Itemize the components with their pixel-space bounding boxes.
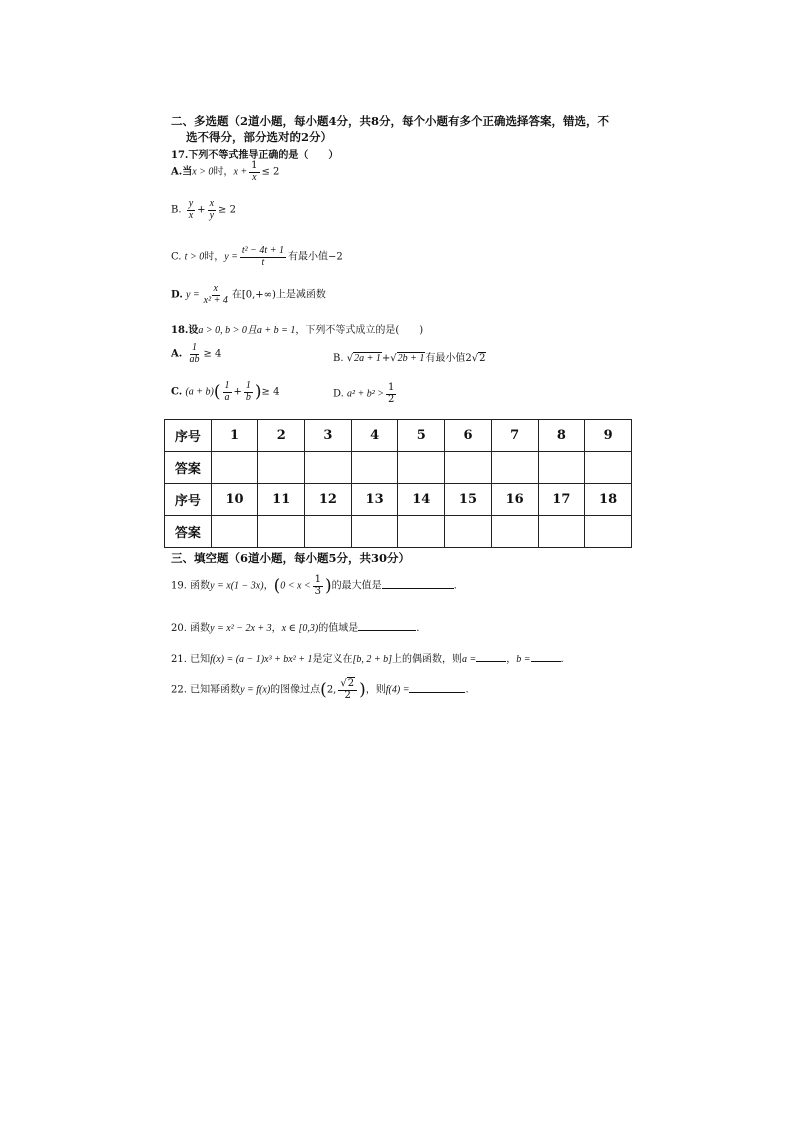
q17-a-prefix: A.当 [171, 166, 193, 178]
q18-c-rhs: ≥ 4 [261, 386, 280, 398]
table-cell-number: 8 [538, 420, 585, 452]
table-cell-number: 7 [491, 420, 538, 452]
q19-func: y = x(1 − 3x) [210, 580, 264, 592]
q18-c-prefix: C. [171, 386, 183, 398]
answer-cell[interactable] [538, 452, 585, 484]
answer-cell[interactable] [445, 516, 492, 548]
table-cell-number: 13 [351, 484, 398, 516]
table-row-answers-2 [165, 516, 632, 548]
q20-end: . [416, 623, 420, 634]
q17-a-num: 1 [251, 160, 258, 171]
q17-d-prefix: D. [171, 289, 183, 301]
q18-c-num1: 1 [224, 380, 230, 391]
q21-sep: ， [506, 654, 517, 665]
q22-c: ，则 [365, 684, 386, 696]
table-cell-number: 15 [445, 484, 492, 516]
q18-stem-b: ，下列不等式成立的是( ) [295, 325, 424, 336]
q21-a: 21. 已知 [171, 654, 211, 665]
table-cell-number: 12 [305, 484, 352, 516]
table-cell-number: 16 [491, 484, 538, 516]
q18-c-num2: 1 [245, 380, 251, 391]
q17-b-prefix: B. [171, 204, 182, 216]
q17-c-sep: 时， [204, 251, 225, 263]
q21-end: . [560, 654, 564, 665]
q21 [171, 650, 564, 665]
q17-d-interval: [0,+∞) [241, 289, 276, 301]
q19-b: 的最大值是 [331, 580, 382, 592]
row-label-number: 序号 [165, 420, 212, 452]
q18-b-val: 2 [465, 353, 472, 364]
q22-b: 的图像过点 [270, 684, 321, 696]
answer-cell[interactable] [398, 452, 445, 484]
table-cell-number: 17 [538, 484, 585, 516]
q22-func: y = f(x) [240, 684, 271, 696]
answer-cell[interactable] [351, 516, 398, 548]
answer-cell[interactable] [258, 516, 305, 548]
section2-title: 二、多选题（2道小题，每小题4分，共8分，每个小题有多个正确选择答案，错选，不 [171, 114, 610, 128]
q17-d-in: 在 [231, 289, 242, 301]
q17-a-sep: 时， [213, 166, 234, 178]
q17-a-lhs: x + [233, 166, 248, 178]
q19-answer-blank[interactable] [382, 588, 454, 589]
answer-cell[interactable] [585, 516, 632, 548]
table-cell-number: 5 [398, 420, 445, 452]
q18-b-prefix: B. [333, 353, 344, 364]
q18-stem-a: 18.设 [171, 325, 199, 336]
q21-answer-a-blank[interactable] [476, 661, 506, 662]
answer-cell[interactable] [211, 452, 258, 484]
q19-num: 1 [314, 574, 322, 585]
q17-d-tail: 上是减函数 [275, 289, 326, 301]
q17-a-rhs: ≤ 2 [261, 166, 280, 178]
q18-d-den: 2 [388, 393, 395, 405]
q20 [171, 619, 419, 634]
answer-table [164, 419, 632, 548]
q19-sep: ， [263, 580, 274, 592]
q22: 22. 已知幂函数y = f(x)的图像过点(2, $\frac{√2}{2}$ )，则f(4) = . [171, 678, 469, 701]
q20-dom: x ∈ [0,3) [281, 623, 319, 634]
q17-stem: 17.下列不等式推导正确的是（ ） [171, 150, 339, 161]
q18-option-b: B. √2a + 1+√2b + 1有最小值2√2 [333, 353, 486, 364]
answer-cell[interactable] [585, 452, 632, 484]
q18-d-prefix: D. [333, 388, 344, 400]
q18-b-r2: 2b + 1 [397, 353, 425, 364]
q18-a-rhs: ≥ 4 [203, 348, 222, 360]
q22-pt-num-root: 2 [347, 678, 355, 689]
answer-cell[interactable] [445, 452, 492, 484]
table-row-numbers-2 [165, 484, 632, 516]
q18-b-root: 2 [479, 353, 486, 364]
answer-cell[interactable] [538, 516, 585, 548]
q18-b-tail: 有最小值 [425, 353, 466, 364]
table-cell-number: 4 [351, 420, 398, 452]
q17-b-rhs: ≥ 2 [218, 204, 236, 216]
section2-title-cont: 选不得分，部分选对的2分） [186, 130, 333, 144]
table-cell-number: 1 [211, 420, 258, 452]
answer-cell[interactable] [398, 516, 445, 548]
q21-var-b: b = [516, 654, 531, 665]
q17-c-tail: 有最小值−2 [287, 251, 343, 263]
q18-stem [171, 321, 423, 336]
q17-b-plus: + [197, 204, 206, 216]
q20-answer-blank[interactable] [358, 630, 416, 631]
table-cell-number: 2 [258, 420, 305, 452]
q20-b: 的值域是 [318, 623, 359, 634]
q21-interval: [b, 2 + b] [352, 654, 393, 665]
q18-a-prefix: A. [171, 348, 183, 360]
q19: 19. 函数y = x(1 − 3x)，(0 < x < $\frac{1}{3}$ )的最大值是 . [171, 574, 457, 597]
q17-d-lhs: y = [185, 289, 200, 301]
q22-a: 22. 已知幂函数 [171, 684, 241, 696]
table-cell-number: 10 [211, 484, 258, 516]
table-cell-number: 18 [585, 484, 632, 516]
q18-option-c: C. (a + b)( $\frac{1}{a}$ + $\frac{1}{b}$ )≥ 4 [171, 380, 280, 403]
table-cell-number: 6 [445, 420, 492, 452]
q17-b-den2: y [209, 209, 215, 221]
q18-d-lhs: a² + b² > [347, 388, 385, 400]
q17-c-den: t [261, 256, 265, 268]
q18-c-den1: a [224, 391, 230, 403]
q17-a-cond: x > 0 [192, 166, 214, 178]
q22-end: . [465, 684, 469, 696]
q18-b-r1: 2a + 1 [354, 353, 381, 364]
q18-stem-math: a > 0, b > 0且a + b = 1 [198, 325, 296, 336]
q17-a-den: x [252, 171, 257, 183]
q17-option-d [171, 284, 326, 306]
q21-b: 是定义在 [312, 654, 353, 665]
q18-d-num: 1 [388, 382, 395, 393]
answer-cell[interactable] [351, 452, 398, 484]
q19-end: . [453, 580, 457, 592]
answer-cell[interactable] [491, 452, 538, 484]
q19-den: 3 [314, 585, 322, 597]
table-cell-number: 9 [585, 420, 632, 452]
q22-ask: f(4) = [385, 684, 410, 696]
q17-d-den: x² + 4 [203, 294, 228, 306]
q17-c-num: t² − 4t + 1 [241, 245, 284, 256]
q21-var-a: a = [462, 654, 477, 665]
q18-a-num: 1 [191, 342, 197, 353]
q17-c-prefix: C. [171, 251, 182, 263]
q21-func: f(x) = (a − 1)x³ + bx² + 1 [210, 654, 313, 665]
q20-func: y = x² − 2x + 3 [210, 623, 272, 634]
q18-option-a [171, 343, 221, 365]
q18-option-d [333, 383, 398, 405]
q18-a-den: ab [189, 353, 200, 365]
q18-c-plus: + [233, 386, 242, 398]
q19-a: 19. 函数 [171, 580, 211, 592]
q17-c-cond: t > 0 [184, 251, 205, 263]
q19-cond: 0 < x < [280, 580, 311, 592]
q17-b-den1: x [188, 209, 194, 221]
answer-cell[interactable] [491, 516, 538, 548]
row-label-answer: 答案 [165, 516, 212, 548]
q22-pt-x: 2, [326, 684, 337, 696]
table-cell-number: 11 [258, 484, 305, 516]
table-cell-number: 14 [398, 484, 445, 516]
answer-cell[interactable] [258, 452, 305, 484]
answer-cell[interactable] [211, 516, 258, 548]
q17-b-num2: x [209, 198, 215, 209]
q22-pt-den: 2 [344, 689, 351, 701]
row-label-number: 序号 [165, 484, 212, 516]
q17-option-b [171, 199, 236, 221]
q17-option-a [171, 161, 279, 183]
answer-cell[interactable] [305, 516, 352, 548]
q17-d-num: x [213, 283, 218, 294]
q20-sep: ， [271, 623, 282, 634]
q22-answer-blank[interactable] [409, 692, 465, 693]
row-label-answer: 答案 [165, 452, 212, 484]
table-row-numbers-1 [165, 420, 632, 452]
q17-b-num1: y [188, 198, 194, 209]
q21-answer-b-blank[interactable] [531, 661, 561, 662]
table-cell-number: 3 [305, 420, 352, 452]
section3-title: 三、填空题（6道小题，每小题5分，共30分） [171, 551, 411, 565]
q17-c-lhs: y = [224, 251, 238, 263]
answer-cell[interactable] [305, 452, 352, 484]
q17-option-c [171, 246, 343, 268]
table-row-answers-1 [165, 452, 632, 484]
q18-c-lhs: (a + b) [185, 386, 214, 398]
q18-c-den2: b [245, 391, 251, 403]
q20-a: 20. 函数 [171, 623, 211, 634]
q18-b-plus: + [381, 353, 391, 364]
q21-c: 上的偶函数，则 [392, 654, 463, 665]
